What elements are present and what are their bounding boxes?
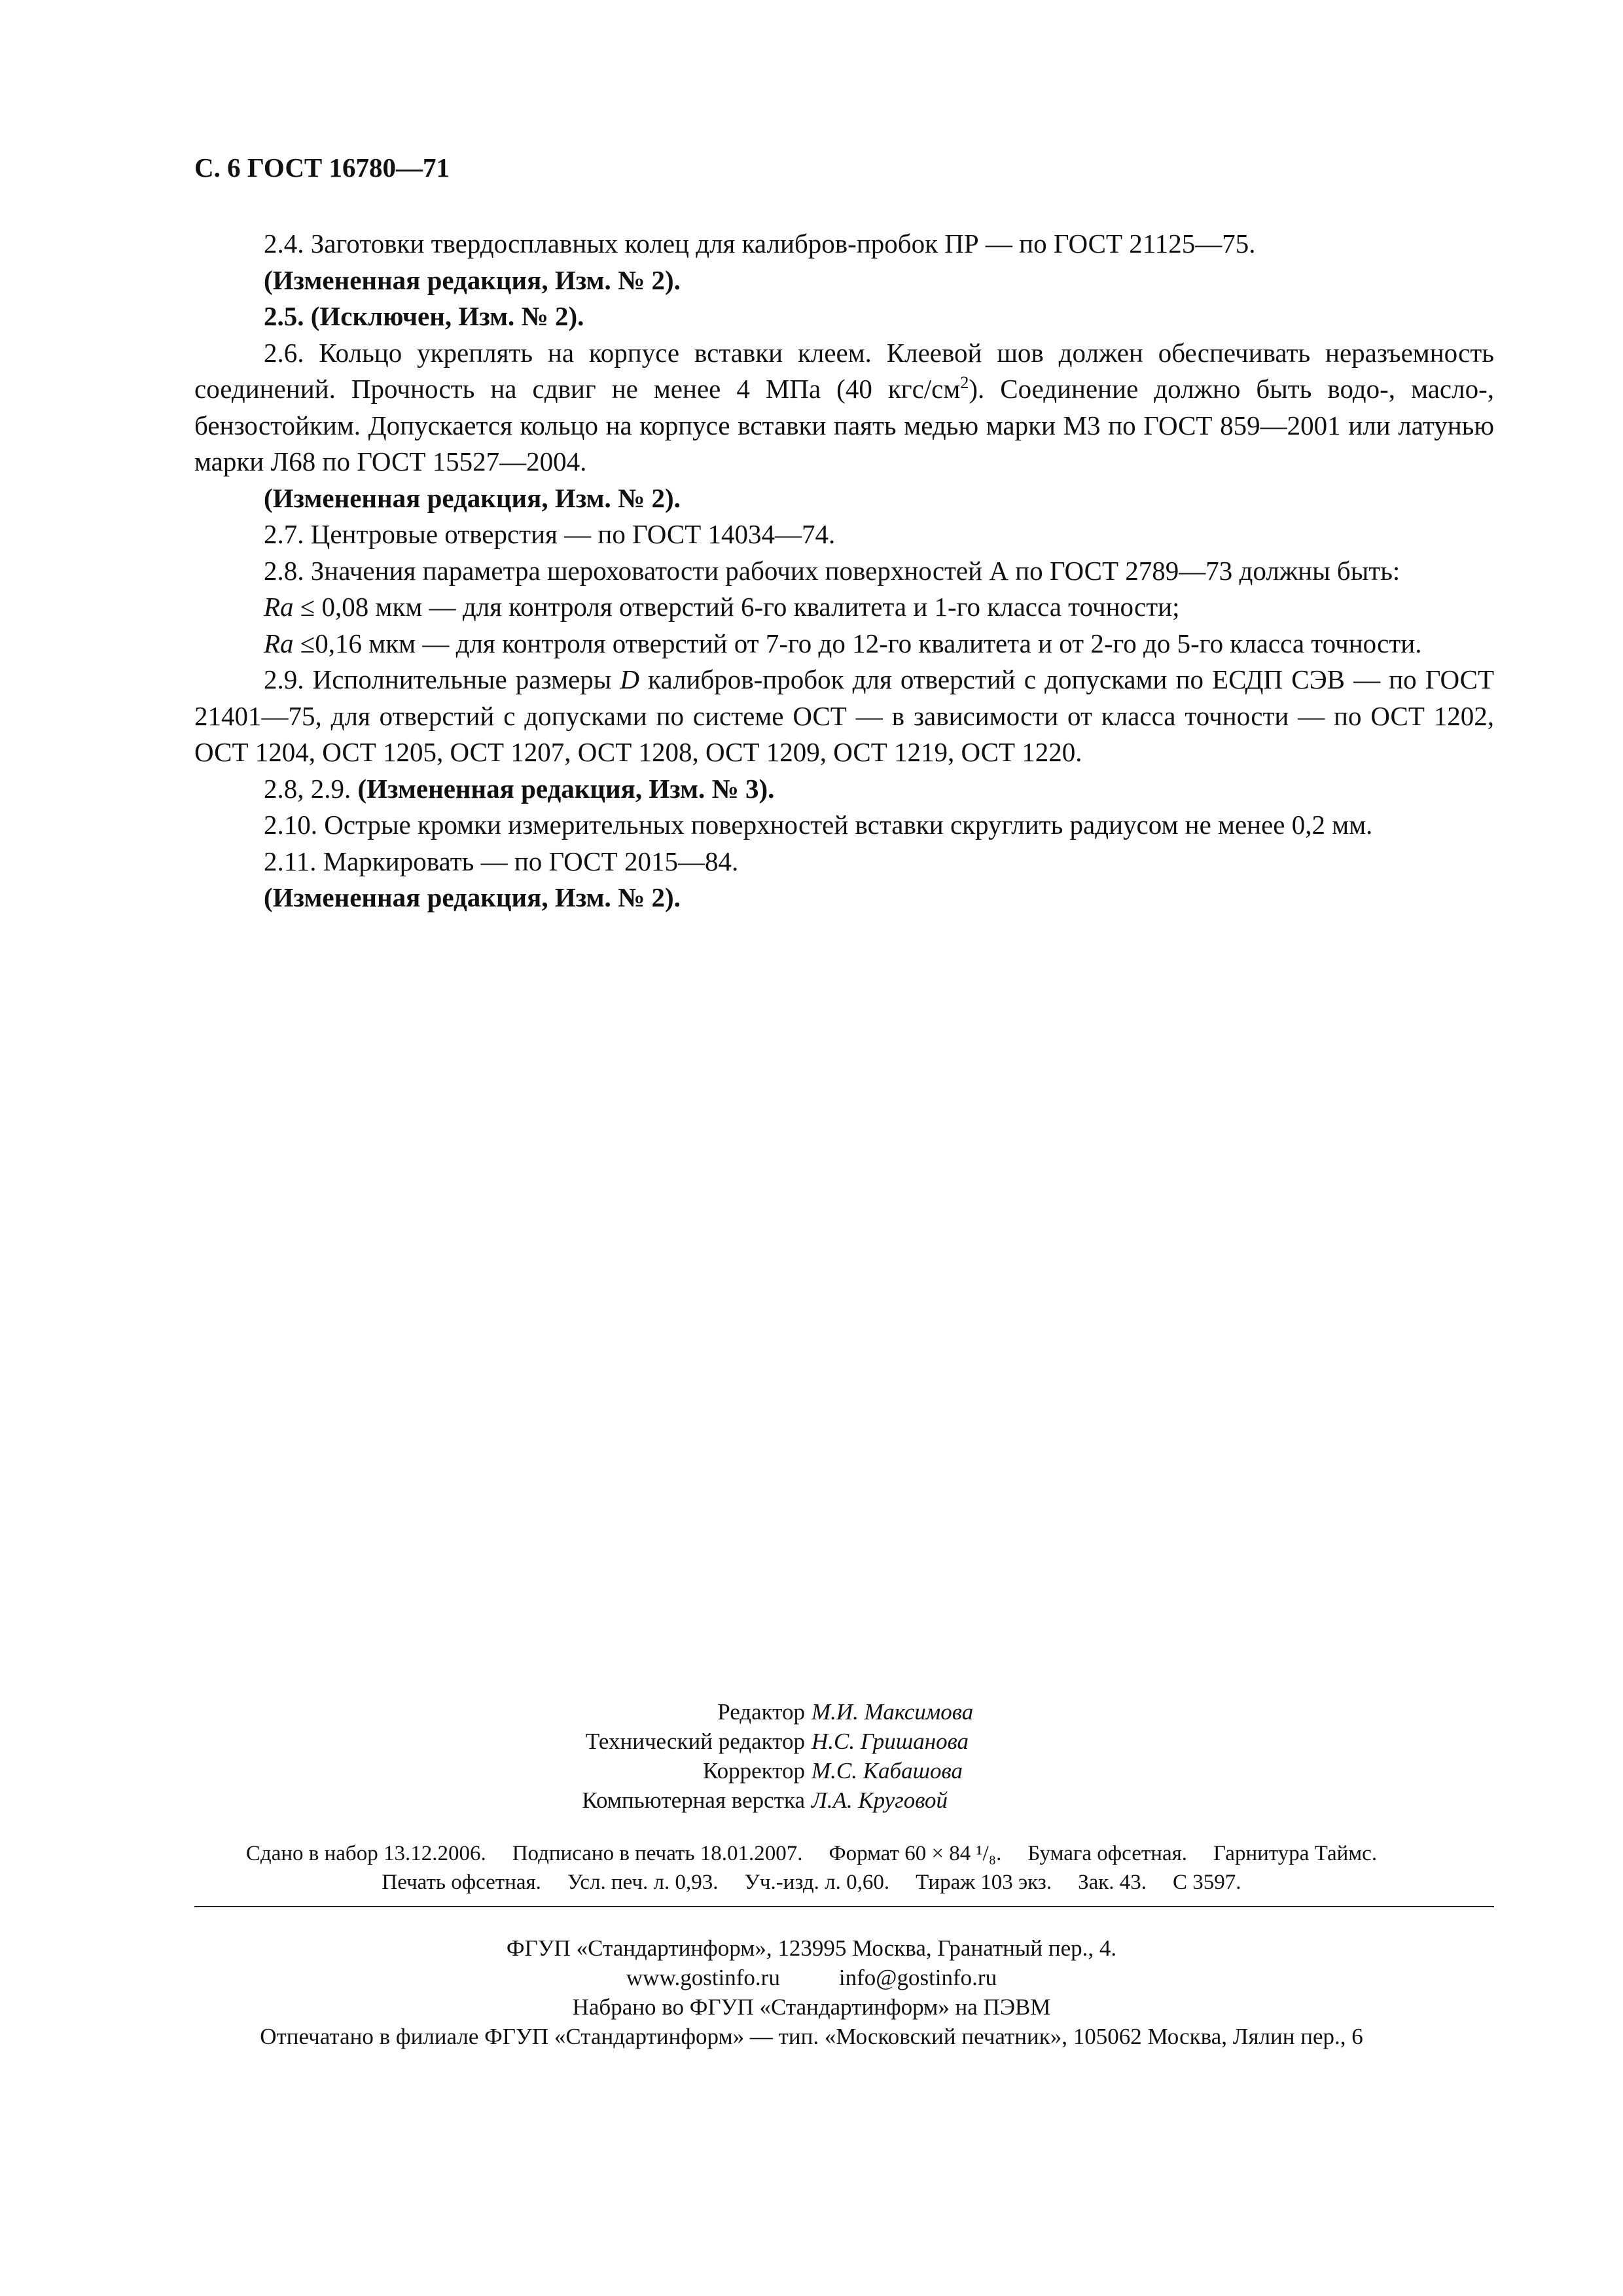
divider-line: [194, 1906, 1494, 1907]
document-body: [194, 226, 1494, 916]
website-link[interactable]: www.gostinfo.ru: [626, 1965, 780, 1990]
dimension-symbol-d: D: [620, 664, 640, 694]
paragraph-2-9-start: 2.9. Исполнительные размеры: [264, 664, 620, 694]
note-text: (Измененная редакция, Изм. № 3).: [357, 773, 775, 804]
editor-row: [0, 1697, 1623, 1727]
editor-role: Редактор: [717, 1699, 805, 1725]
pub-code: С 3597.: [1173, 1871, 1241, 1894]
paragraph-2-6-text: 2.6. Кольцо укреплять на корпусе вставки клеем. Клеевой шов должен обеспечивать неразъемность соединений. Прочность на сдвиг не менее 4 МПа (40 кгс/см: [194, 337, 1494, 404]
pub-printing: Печать офсетная.: [382, 1871, 541, 1894]
footer: [0, 1933, 1623, 2051]
roughness-line-2: [194, 626, 1494, 662]
publication-info: [0, 1839, 1623, 1897]
pub-submitted: Сдано в набор 13.12.2006.: [245, 1842, 486, 1865]
pub-print-sheets: Усл. печ. л. 0,93.: [567, 1871, 719, 1894]
editor-name: Н.С. Гришанова: [812, 1729, 969, 1754]
note-prefix: 2.8, 2.9.: [264, 773, 358, 804]
amendment-note: (Измененная редакция, Изм. № 2).: [264, 482, 681, 513]
pub-order: Зак. 43.: [1078, 1871, 1147, 1894]
editor-role: Корректор: [702, 1758, 805, 1784]
pub-signed: Подписано в печать 18.01.2007.: [512, 1842, 803, 1865]
paragraph-2-5: 2.5. (Исключен, Изм. № 2).: [264, 301, 584, 331]
pub-typeface: Гарнитура Таймс.: [1213, 1842, 1378, 1865]
ra-symbol: Ra: [264, 628, 294, 658]
amendment-note: (Измененная редакция, Изм. № 2).: [264, 882, 681, 912]
publisher-address: ФГУП «Стандартинформ», 123995 Москва, Гранатный пер., 4.: [506, 1935, 1117, 1961]
paragraph-2-7: 2.7. Центровые отверстия — по ГОСТ 14034—74.: [264, 519, 836, 549]
email-link[interactable]: info@gostinfo.ru: [838, 1965, 997, 1990]
editor-name: М.И. Максимова: [812, 1699, 974, 1725]
editor-name: Л.А. Круговой: [812, 1787, 948, 1813]
ra-symbol: Ra: [264, 592, 294, 622]
editors-block: [0, 1697, 1623, 1815]
printed-info: Отпечатано в филиале ФГУП «Стандартинформ» — тип. «Московский печатник», 105062 Москва, Лялин пер., 6: [260, 2024, 1363, 2049]
editor-row: [0, 1727, 1623, 1756]
paragraph-2-10: 2.10. Острые кромки измерительных поверхностей вставки скруглить радиусом не менее 0,2 мм.: [264, 810, 1373, 840]
paragraph-2-6-text-end: ). Соединение должно быть водо-, масло-, бензостойким. Допускается кольцо на корпусе вставки паять медью марки М3 по ГОСТ 859—2001 или латунью марки Л68 по ГОСТ 15527—2004.: [194, 374, 1494, 476]
editor-role: Компьютерная верстка: [582, 1787, 805, 1813]
roughness-text-2: ≤0,16 мкм — для контроля отверстий от 7-го до 12-го квалитета и от 2-го до 5-го класса точности.: [293, 628, 1422, 658]
publication-info-row-2: [0, 1868, 1623, 1897]
pub-format: Формат 60 × 84 ¹/₈.: [829, 1842, 1002, 1865]
publication-info-row-1: [0, 1839, 1623, 1868]
pub-edit-sheets: Уч.-изд. л. 0,60.: [744, 1871, 890, 1894]
amendment-note: (Измененная редакция, Изм. № 2).: [264, 264, 681, 295]
paragraph-2-4: 2.4. Заготовки твердосплавных колец для калибров-пробок ПР — по ГОСТ 21125—75.: [264, 228, 1256, 259]
typeset-info: Набрано во ФГУП «Стандартинформ» на ПЭВМ: [572, 1994, 1051, 2020]
editor-row: [0, 1785, 1623, 1815]
paragraph-2-8: 2.8. Значения параметра шероховатости рабочих поверхностей А по ГОСТ 2789—73 должны быть:: [264, 555, 1400, 586]
paragraph-2-9: [194, 662, 1494, 771]
editor-row: [0, 1756, 1623, 1785]
pub-paper: Бумага офсетная.: [1027, 1842, 1188, 1865]
roughness-text-1: ≤ 0,08 мкм — для контроля отверстий 6-го квалитета и 1-го класса точности;: [293, 592, 1180, 622]
amendment-note-2-8-2-9: [194, 771, 1494, 808]
roughness-line-1: [194, 589, 1494, 626]
editor-role: Технический редактор: [585, 1729, 805, 1754]
paragraph-2-11: 2.11. Маркировать — по ГОСТ 2015—84.: [264, 846, 739, 876]
superscript-2: 2: [960, 373, 969, 392]
page-header: С. 6 ГОСТ 16780—71: [194, 152, 450, 183]
editor-name: М.С. Кабашова: [812, 1758, 963, 1784]
pub-circulation: Тираж 103 экз.: [916, 1871, 1052, 1894]
paragraph-2-6: [194, 335, 1494, 480]
paragraph-2-9-rest: калибров-пробок для отверстий с допусками по ЕСДП СЭВ — по ГОСТ 21401—75, для отверстий с допусками по системе ОСТ — в зависимости от класса точности — по ОСТ 1202, ОСТ 1204, ОСТ 1205, ОСТ 1207, ОСТ 1208, ОСТ 1209, ОСТ 1219, ОСТ 1220.: [194, 664, 1494, 767]
contacts-row: [0, 1963, 1623, 1992]
